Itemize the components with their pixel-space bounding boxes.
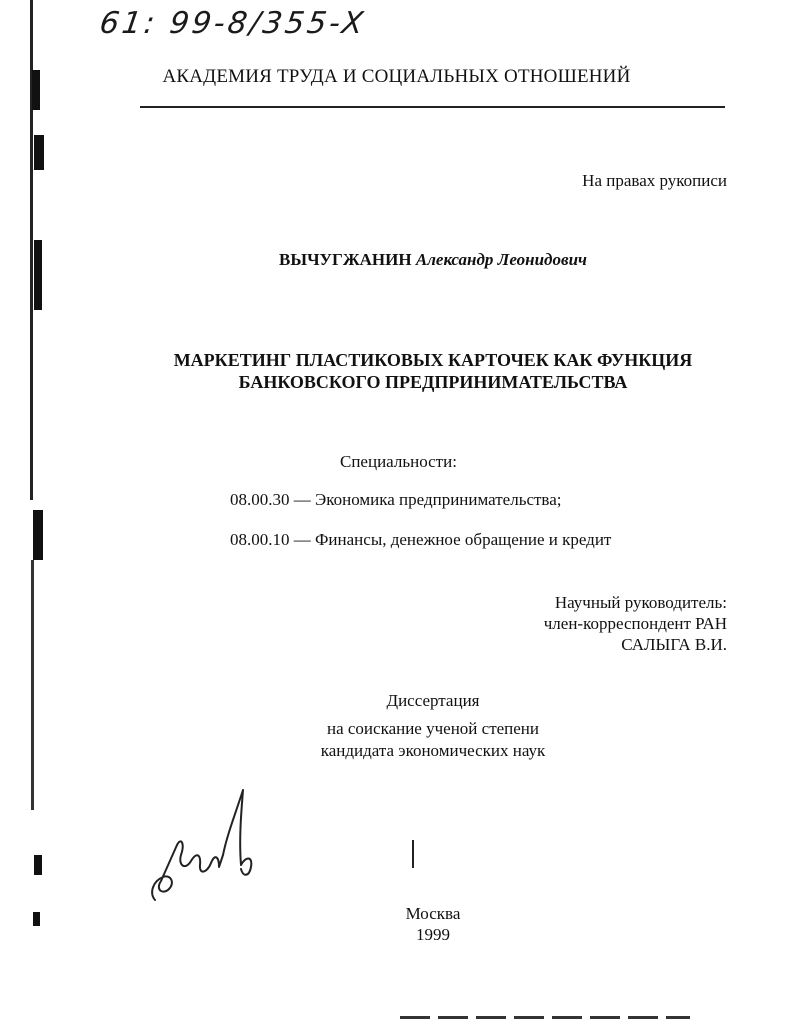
dissertation-type: Диссертация (386, 691, 480, 710)
handwritten-code: 61: 99-8/355-X (97, 6, 369, 41)
author-name (0, 250, 793, 270)
title-line: МАРКЕТИНГ ПЛАСТИКОВЫХ КАРТОЧЕК КАК ФУНКЦИЯ (173, 350, 693, 370)
footer-block (0, 903, 793, 945)
degree-line: на соискание ученой степени (326, 719, 540, 738)
scan-bottom-edge (400, 1016, 690, 1019)
signature-image (145, 785, 260, 910)
supervisor-rank: член-корреспондент РАН (543, 614, 727, 633)
rights-note: На правах рукописи (582, 171, 727, 190)
dissertation-block (0, 690, 793, 762)
city: Москва (405, 904, 461, 923)
header-rule (140, 106, 725, 108)
scan-mark (412, 840, 414, 868)
institution-name: АКАДЕМИЯ ТРУДА И СОЦИАЛЬНЫХ ОТНОШЕНИЙ (162, 66, 631, 87)
supervisor-block (544, 592, 727, 655)
scan-edge-marks (30, 0, 70, 1025)
dissertation-title (0, 349, 793, 393)
supervisor-label: Научный руководитель: (554, 593, 727, 612)
title-line: БАНКОВСКОГО ПРЕДПРИНИМАТЕЛЬСТВА (238, 372, 628, 392)
supervisor-name: САЛЫГА В.И. (621, 635, 727, 654)
specialties-label: Специальности: (340, 452, 457, 471)
specialty-item: 08.00.10 — Финансы, денежное обращение и кредит (230, 530, 612, 549)
author-given-names: Александр Леонидович (415, 250, 587, 269)
author-surname: ВЫЧУГЖАНИН (279, 250, 412, 269)
degree-line: кандидата экономических наук (320, 741, 546, 760)
year: 1999 (416, 925, 450, 944)
specialty-item: 08.00.30 — Экономика предпринимательства; (230, 490, 562, 509)
